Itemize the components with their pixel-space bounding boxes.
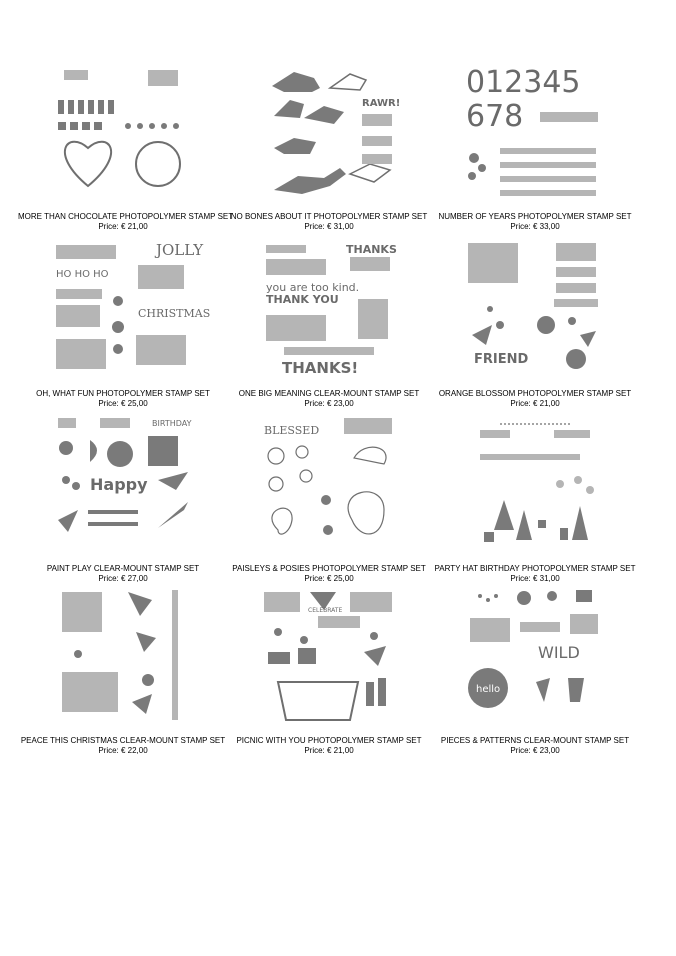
product-card[interactable]	[18, 235, 228, 409]
product-card[interactable]	[18, 410, 228, 584]
thank-you-text: THANK YOU	[266, 293, 339, 306]
product-price: Price: € 31,00	[510, 574, 560, 583]
stamp-set-hearts-icon	[48, 58, 198, 208]
product-price: Price: € 25,00	[98, 399, 148, 408]
big-thanks-text: THANKS!	[282, 359, 359, 377]
stamp-set-blossom-icon	[460, 235, 610, 385]
numbers-row-2: 678	[466, 99, 524, 134]
stamp-set-party-icon	[460, 410, 610, 560]
product-price: Price: € 21,00	[510, 399, 560, 408]
product-price: Price: € 25,00	[304, 574, 354, 583]
product-title[interactable]: PICNIC WITH YOU PHOTOPOLYMER STAMP SET	[236, 736, 422, 745]
stamp-set-thanks-icon	[254, 235, 404, 385]
birthday-text: BIRTHDAY	[152, 419, 192, 428]
rawr-text: RAWR!	[362, 98, 401, 109]
product-title[interactable]: NO BONES ABOUT IT PHOTOPOLYMER STAMP SET	[230, 212, 428, 221]
product-card[interactable]	[224, 235, 434, 409]
hohoho-text: HO HO HO	[56, 269, 109, 280]
numbers-row-1: 012345	[466, 65, 581, 100]
product-title[interactable]: MORE THAN CHOCOLATE PHOTOPOLYMER STAMP SET	[18, 212, 234, 221]
product-price: Price: € 31,00	[304, 222, 354, 231]
product-title[interactable]: ORANGE BLOSSOM PHOTOPOLYMER STAMP SET	[438, 389, 632, 398]
celebrate-text: CELEBRATE	[308, 607, 343, 614]
product-card[interactable]	[430, 58, 640, 232]
product-title[interactable]: NUMBER OF YEARS PHOTOPOLYMER STAMP SET	[438, 212, 632, 221]
stamp-set-christmas-words-icon	[48, 235, 211, 385]
product-card[interactable]	[224, 410, 434, 584]
stamp-set-dinosaurs-icon	[254, 58, 404, 208]
product-title[interactable]: OH, WHAT FUN PHOTOPOLYMER STAMP SET	[36, 389, 210, 398]
product-card[interactable]	[430, 410, 640, 584]
thanks-text: THANKS	[346, 243, 397, 256]
friend-text: FRIEND	[474, 352, 529, 367]
product-title[interactable]: PAISLEYS & POSIES PHOTOPOLYMER STAMP SET	[232, 564, 426, 573]
christmas-text: CHRISTMAS	[138, 307, 211, 320]
stamp-set-picnic-icon	[254, 582, 404, 732]
product-card[interactable]	[18, 58, 234, 232]
product-card[interactable]	[430, 582, 640, 756]
product-title[interactable]: PEACE THIS CHRISTMAS CLEAR-MOUNT STAMP SET	[20, 736, 226, 745]
product-title[interactable]: PIECES & PATTERNS CLEAR-MOUNT STAMP SET	[440, 736, 630, 745]
product-card[interactable]	[224, 582, 434, 756]
stamp-set-paint-icon	[48, 410, 198, 560]
product-card[interactable]	[18, 582, 228, 756]
stamp-set-peace-icon	[48, 582, 198, 732]
product-price: Price: € 21,00	[304, 746, 354, 755]
product-price: Price: € 23,00	[304, 399, 354, 408]
product-title[interactable]: ONE BIG MEANING CLEAR-MOUNT STAMP SET	[238, 389, 420, 398]
product-price: Price: € 23,00	[510, 746, 560, 755]
product-price: Price: € 22,00	[98, 746, 148, 755]
too-kind-text: you are too kind.	[266, 281, 360, 294]
product-card[interactable]	[430, 235, 640, 409]
jolly-text: JOLLY	[156, 241, 204, 259]
product-price: Price: € 21,00	[98, 222, 148, 231]
blessed-text: BLESSED	[264, 424, 320, 437]
stamp-set-patterns-icon	[460, 582, 610, 732]
hello-text: hello	[476, 684, 501, 695]
product-title[interactable]: PAINT PLAY CLEAR-MOUNT STAMP SET	[46, 564, 200, 573]
product-price: Price: € 33,00	[510, 222, 560, 231]
product-card[interactable]	[224, 58, 434, 232]
wild-text: WILD	[538, 643, 580, 662]
product-title[interactable]: PARTY HAT BIRTHDAY PHOTOPOLYMER STAMP SET	[434, 564, 636, 573]
product-price: Price: € 27,00	[98, 574, 148, 583]
stamp-set-paisley-icon	[254, 410, 404, 560]
stamp-set-numbers-icon	[460, 58, 610, 208]
happy-text: Happy	[90, 475, 148, 494]
